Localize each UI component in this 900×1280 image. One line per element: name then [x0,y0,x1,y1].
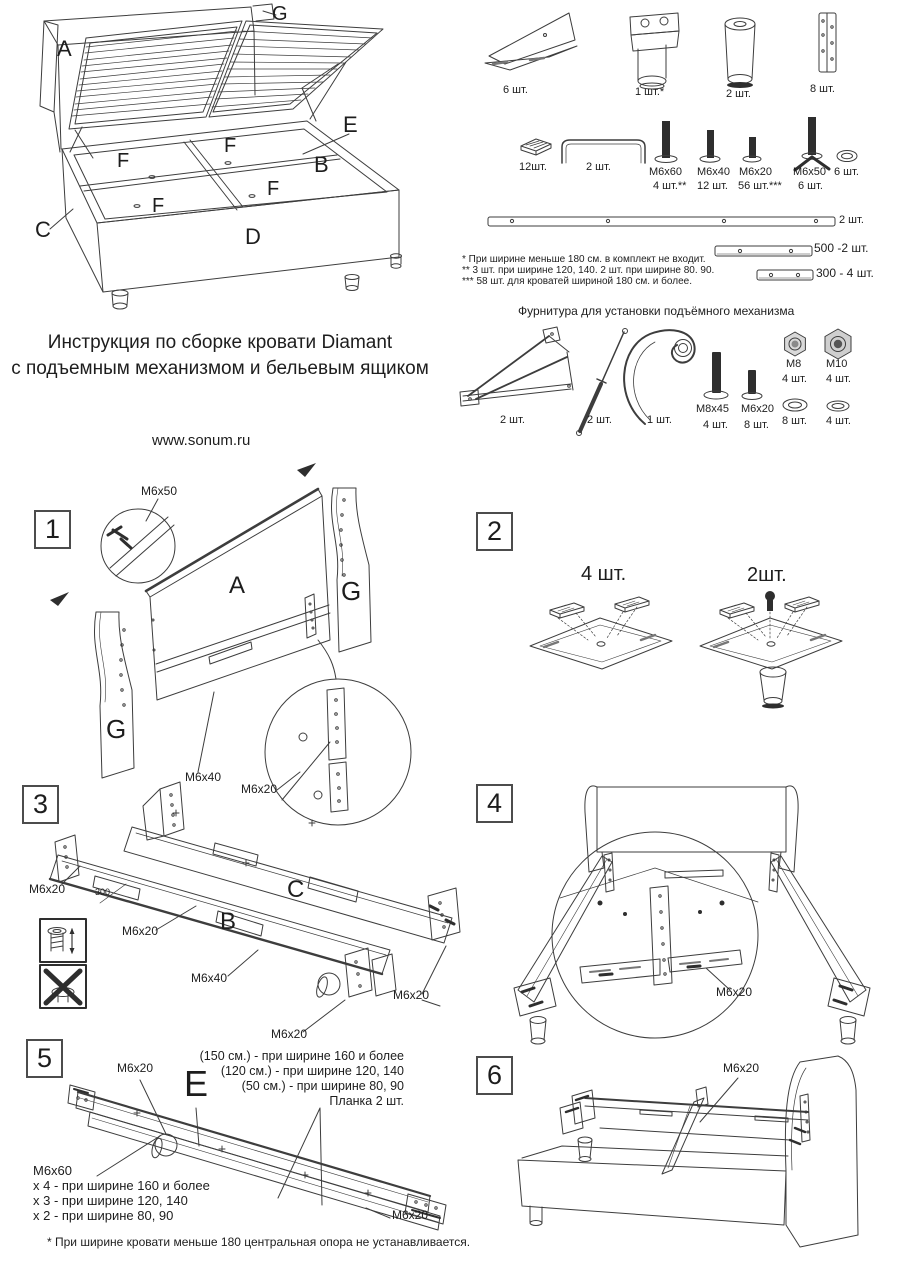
bolt-m8x45-icon [704,352,728,399]
step-3-number: 3 [22,785,59,824]
u-handle-icon [562,140,645,163]
lift-mechanism-icon [460,327,573,406]
nut-m8-icon [785,332,806,356]
step1-m6x20-label: M6x20 [241,782,278,796]
step3-m6x20-label-4: M6x20 [393,988,430,1002]
nut-m10-qty: 4 шт. [826,373,851,385]
flat-plate-icon [819,13,836,72]
nut-m10-icon [825,329,851,359]
strap-icon [624,330,694,424]
bolt-m8x45-label: M8x45 [696,403,730,415]
step-4-number: 4 [476,784,513,823]
overview-label-b: B [314,152,329,177]
overview-label-g: G [272,3,288,25]
corner-bracket-icon [485,13,577,70]
step6-drawing [518,1056,858,1247]
washer-qty: 6 шт. [834,166,859,178]
step5-label-e: E [184,1063,209,1104]
rail-long-icon [488,217,835,226]
overview-label-a: A [57,36,72,61]
rail-500-qty: 500 -2 шт. [814,241,869,255]
overview-label-f: F [152,195,165,217]
nut-m10-label: M10 [826,358,848,370]
corner-bracket-qty: 6 шт. [503,84,528,96]
page-title-line1: Инструкция по сборке кровати Diamant [47,332,393,353]
overview-label-c: C [35,217,51,242]
step1-drawing [50,463,411,825]
step5-plank-option-150: (150 см.) - при ширине 160 и более [199,1049,404,1063]
washer-small-qty: 4 шт. [826,415,851,427]
kit-note-3: *** 58 шт. для кроватей шириной 180 см. и более. [462,276,692,287]
bolt-m8x45-qty: 4 шт. [703,419,728,431]
step5-plank-qty: Планка 2 шт. [329,1094,404,1108]
strap-qty: 1 шт. [647,414,672,426]
plate-qty: 8 шт. [810,83,835,95]
gas-strut-qty: 2 шт. [587,414,612,426]
step5-plank-option-120: (120 см.) - при ширине 120, 140 [220,1064,404,1078]
bolt-m6x20-small-icon [742,370,762,400]
step3-m6x40-label: M6x40 [191,971,228,985]
bolt-m6x20-icon [743,137,761,162]
plastic-foot-icon [521,139,551,155]
step5-m6x60-x3: x 3 - при ширине 120, 140 [33,1193,188,1208]
overview-label-f: F [267,178,280,200]
footnote: * При ширине кровати меньше 180 центральная опора не устанавливается. [47,1235,471,1249]
washer-icon [837,151,857,162]
leg-icon [725,18,755,88]
bolt-m6x60-label: M6x60 [649,166,683,178]
step2-qty-4: 4 шт. [581,563,627,585]
kit-note-2: ** 3 шт. при ширине 120, 140. 2 шт. при ширине 80. 90. [462,265,715,276]
step3-m6x20-label-3: M6x20 [271,1027,308,1041]
kit-note-1: * При ширине меньше 180 см. в комплект не входит. [462,254,706,265]
bolt-m6x50-key-icon [795,117,829,170]
overview-bed-drawing [40,4,402,309]
overview-label-d: D [245,224,261,249]
website-link[interactable]: www.sonum.ru [152,432,251,449]
step1-label-g-right: G [341,576,362,606]
center-leg-icon [630,13,679,89]
step5-plank-option-50: (50 см.) - при ширине 80, 90 [241,1079,404,1093]
bolt-m6x60-qty: 4 шт.** [653,180,687,192]
bolt-m6x20-qty: 56 шт.*** [738,180,782,192]
step6-m6x20-label: M6x20 [723,1061,760,1075]
step-5-number: 5 [26,1039,63,1078]
bolt-m6x40-label: M6x40 [697,166,731,178]
leg-qty: 2 шт. [726,88,751,100]
page-title [10,330,430,382]
bolt-m6x50-qty: 6 шт. [798,180,823,192]
step-2-number: 2 [476,512,513,551]
step1-m6x50-label: M6x50 [141,484,178,498]
step3-m6x20-label-2: M6x20 [122,924,159,938]
step5-m6x20-right-label: M6x20 [392,1208,429,1222]
step5-m6x20-left-label: M6x20 [117,1061,154,1075]
step3-label-b: B [220,908,237,935]
overview-label-f: F [224,135,237,157]
overview-label-e: E [343,112,358,137]
step5-m6x60-label: M6x60 [33,1163,73,1178]
lift-section-title: Фурнитура для установки подъёмного механизма [518,304,795,318]
step5-plank-options [198,1049,404,1109]
step-1-number: 1 [34,510,71,549]
nut-m8-label: M8 [786,358,802,370]
rail-300-qty: 300 - 4 шт. [816,266,874,280]
center-leg-qty: 1 шт.* [635,86,665,98]
handle-qty: 2 шт. [586,161,611,173]
step4-drawing [514,786,870,1044]
step4-m6x20-label: M6x20 [716,985,753,999]
step-6-number: 6 [476,1056,513,1095]
step5-m6x60-x2: x 2 - при ширине 80, 90 [33,1208,174,1223]
rail-300-icon [757,270,813,280]
bolt-m6x50-label: M6x50 [793,166,827,178]
lift-mechanism-qty: 2 шт. [500,414,525,426]
step2-qty-2: 2шт. [747,564,787,586]
washer-large-qty: 8 шт. [782,415,807,427]
page-title-line2: с подъемным механизмом и бельевым ящиком [11,358,429,379]
bolt-m6x40-icon [700,130,720,162]
step3-m6x20-label-1: M6x20 [29,882,66,896]
bolt-m6x40-qty: 12 шт. [697,180,728,192]
no-overtighten-icon [40,965,86,1008]
rail-500-icon [715,246,812,256]
foot-qty: 12шт. [519,161,547,173]
step3-dim-300: 300 [95,887,111,897]
step1-label-g-left: G [106,714,127,744]
bolt-m6x60-icon [655,121,677,163]
step3-label-c: C [287,876,305,903]
step5-m6x60-x4: x 4 - при ширине 160 и более [33,1178,210,1193]
nut-m8-qty: 4 шт. [782,373,807,385]
screw-depth-icon [40,919,86,962]
step1-m6x40-label: M6x40 [185,770,222,784]
lift-bolt-m6x20-qty: 8 шт. [744,419,769,431]
bolt-m6x20-label: M6x20 [739,166,773,178]
washer-small-icon [827,401,849,411]
washer-large-icon [783,399,807,411]
step1-label-a: A [229,572,246,599]
overview-label-f: F [117,150,130,172]
step2-drawing [530,591,842,709]
rail-long-qty: 2 шт. [839,214,864,226]
lift-bolt-m6x20-label: M6x20 [741,403,775,415]
